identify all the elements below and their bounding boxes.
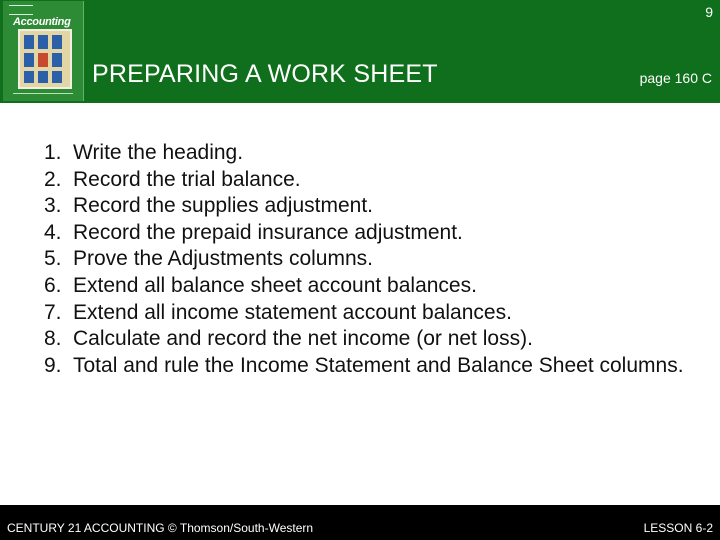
page-title: PREPARING A WORK SHEET xyxy=(92,60,438,88)
step-text: Calculate and record the net income (or net loss). xyxy=(73,327,533,351)
slide-number: 9 xyxy=(705,4,713,20)
slide-header xyxy=(0,0,720,103)
step-number: 2. xyxy=(44,167,62,191)
step-number: 3. xyxy=(44,194,62,218)
list-item xyxy=(44,326,694,353)
cover-decoration xyxy=(9,5,33,15)
list-item xyxy=(44,353,694,380)
slide-footer xyxy=(0,505,720,540)
cover-footer-strip xyxy=(13,93,73,97)
step-number: 9. xyxy=(44,353,62,377)
step-text: Record the trial balance. xyxy=(73,167,301,191)
step-text: Extend all balance sheet account balances. xyxy=(73,273,477,297)
cover-artwork xyxy=(18,29,72,89)
step-text: Extend all income statement account balances. xyxy=(73,300,512,324)
steps-list xyxy=(44,140,694,379)
step-text: Write the heading. xyxy=(73,141,244,164)
step-number: 1. xyxy=(44,141,62,164)
footer-lesson: LESSON 6-2 xyxy=(643,521,713,535)
step-text: Prove the Adjustments columns. xyxy=(73,247,373,271)
step-number: 4. xyxy=(44,220,62,244)
book-brand: Accounting xyxy=(13,16,71,28)
list-item xyxy=(44,193,694,220)
list-item xyxy=(44,167,694,194)
step-text: Total and rule the Income Statement and Balance Sheet columns. xyxy=(73,353,684,377)
step-number: 5. xyxy=(44,247,62,271)
page-reference: page 160 C xyxy=(639,70,712,86)
book-cover-image xyxy=(3,1,84,101)
step-number: 7. xyxy=(44,300,62,324)
list-item xyxy=(44,140,694,167)
step-number: 8. xyxy=(44,327,62,351)
step-number: 6. xyxy=(44,273,62,297)
step-text: Record the prepaid insurance adjustment. xyxy=(73,220,463,244)
list-item xyxy=(44,220,694,247)
list-item xyxy=(44,246,694,273)
step-text: Record the supplies adjustment. xyxy=(73,194,373,218)
list-item xyxy=(44,300,694,327)
footer-copyright: CENTURY 21 ACCOUNTING © Thomson/South-Western xyxy=(7,521,314,535)
list-item xyxy=(44,273,694,300)
